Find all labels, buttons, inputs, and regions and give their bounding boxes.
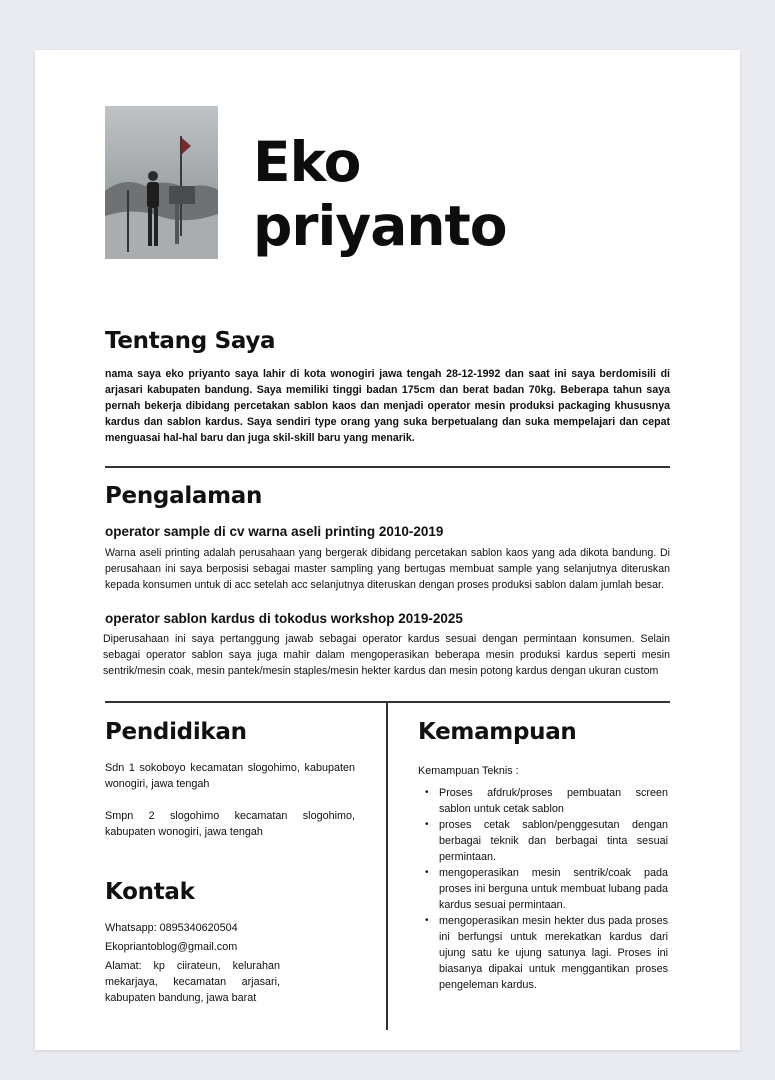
job-title: operator sample di cv warna aseli printing 2010-2019	[105, 524, 444, 539]
contact-whatsapp: Whatsapp: 0895340620504	[105, 922, 238, 934]
profile-photo	[105, 106, 218, 259]
about-text: nama saya eko priyanto saya lahir di kota wonogiri jawa tengah 28-12-1992 dan saat ini saya berdomisili di arjasari kabupaten bandung. Saya memiliki tinggi badan 175cm dan berat badan 70kg. Beberapa tahun saya pernah bekerja dibidang percetakan sablon kaos dan menjadi operator mesin produksi packaging khususnya kardus dan sablon kardus. Saya sendiri type orang yang suka berpetualang dan suka mempelajari dan cepat menguasai hal-hal baru dan juga skil-skill baru yang menarik.	[105, 368, 670, 444]
skills-subheading: Kemampuan Teknis :	[418, 765, 519, 777]
education-heading: Pendidikan	[105, 719, 247, 745]
job-title: operator sablon kardus di tokodus workshop 2019-2025	[105, 611, 463, 626]
skill-item: • mengoperasikan mesin hekter dus pada proses ini berfungsi untuk merekatkan kardus dari ujung satu ke ujung satunya lagi. Proses ini biasanya dipakai untuk menggantikan proses pengeleman kardus.	[418, 913, 668, 993]
experience-heading: Pengalaman	[105, 483, 263, 509]
education-item: Smpn 2 slogohimo kecamatan slogohimo, kabupaten wonogiri, jawa tengah	[105, 810, 355, 838]
skills-heading: Kemampuan	[418, 719, 577, 745]
skills-list	[418, 785, 668, 993]
contact-email: Ekopriantoblog@gmail.com	[105, 941, 238, 953]
contact-heading: Kontak	[105, 879, 195, 905]
first-name: Eko	[253, 130, 361, 194]
education-item: Sdn 1 sokoboyo kecamatan slogohimo, kabupaten wonogiri, jawa tengah	[105, 762, 355, 790]
about-heading: Tentang Saya	[105, 328, 276, 354]
person-name	[253, 130, 507, 258]
last-name: priyanto	[253, 194, 507, 258]
job-description: Diperusahaan ini saya pertanggung jawab sebagai operator kardus sesuai dengan permintaan konsumen. Selain sebagai operator sablon saya juga mahir dalam mengoperasikan beberapa mesin produksi kardus seperti mesin sentrik/mesin coak, mesin pantek/mesin staples/mesin hekter kardus dan mesin potong kardus dengan ukuran custom	[103, 633, 670, 677]
skill-item: • Proses afdruk/proses pembuatan screen sablon untuk cetak sablon	[418, 785, 668, 817]
resume-page	[35, 50, 740, 1050]
contact-address: Alamat: kp ciirateun, kelurahan mekarjaya, kecamatan arjasari, kabupaten bandung, jawa barat	[105, 960, 280, 1004]
skill-item: • mengoperasikan mesin sentrik/coak pada proses ini berguna untuk membuat lubang pada kardus sesuai permintaan.	[418, 865, 668, 913]
column-divider	[386, 702, 388, 1030]
divider	[105, 466, 670, 468]
skill-item: • proses cetak sablon/penggesutan dengan berbagai teknik dan berbagai tinta sesuai permintaan.	[418, 817, 668, 865]
job-description: Warna aseli printing adalah perusahaan yang bergerak dibidang percetakan sablon kaos yang ada dikota bandung. Di perusahaan ini saya berposisi sebagai master sampling yang bertugas membuat sample yang selanjutnya diteruskan kepada konsumen untuk di acc setelah acc selanjutnya diteruskan dengan proses produksi sablon dalam jumlah besar.	[105, 547, 670, 591]
